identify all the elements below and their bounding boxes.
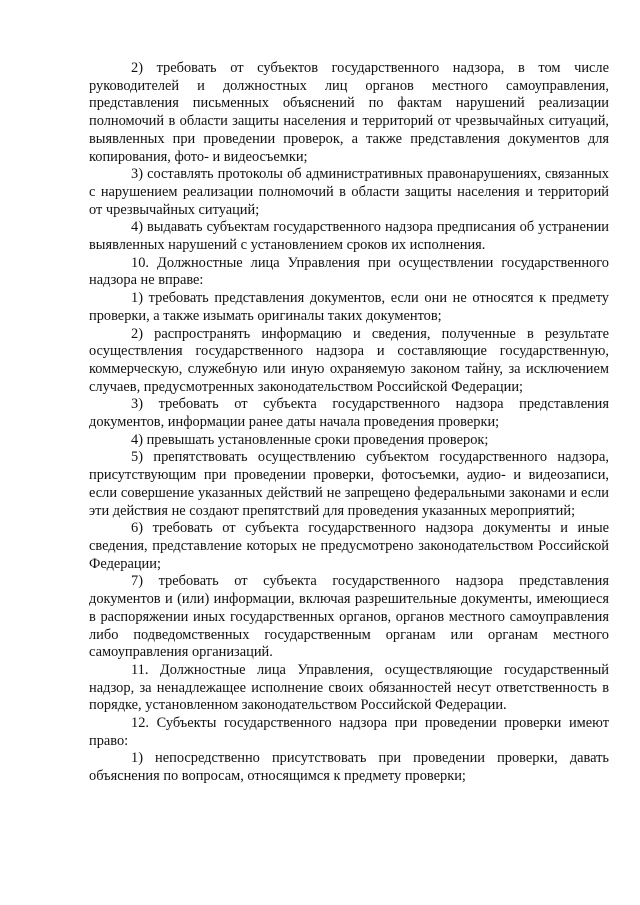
- paragraph-section-11: 11. Должностные лица Управления, осуществляющие государственный надзор, за ненадлежащее исполнение своих обязанностей несут ответственность в порядке, установленном законодательством Российской Федерации.: [89, 661, 609, 714]
- paragraph-item-3-draw-up-protocols: 3) составлять протоколы об административных правонарушениях, связанных с нарушением реализации полномочий в области защиты населения и территорий от чрезвычайных ситуаций;: [89, 166, 609, 218]
- paragraph-section-12-item-1: 1) непосредственно присутствовать при проведении проверки, давать объяснения по вопросам, относящимся к предмету проверки;: [89, 750, 609, 785]
- paragraph-section-10-item-7: 7) требовать от субъекта государственного надзора представления документов и (или) информации, включая разрешительные документы, имеющиеся в распоряжении иных государственных органов, органов местного самоуправления либо подведомственных государственным органам или органам местного самоуправления организаций.: [89, 573, 609, 661]
- paragraph-section-10-item-3: 3) требовать от субъекта государственного надзора представления документов, информации ранее даты начала проведения проверки;: [89, 396, 609, 431]
- paragraph-section-12: 12. Субъекты государственного надзора при проведении проверки имеют право:: [89, 715, 609, 749]
- paragraph-section-10-item-1: 1) требовать представления документов, если они не относятся к предмету проверки, а также изымать оригиналы таких документов;: [89, 290, 609, 324]
- paragraph-item-4-issue-orders: 4) выдавать субъектам государственного надзора предписания об устранении выявленных нарушений с установлением сроков их исполнения.: [89, 219, 609, 254]
- paragraph-section-10: 10. Должностные лица Управления при осуществлении государственного надзора не вправе:: [89, 254, 609, 289]
- paragraph-section-10-item-2: 2) распространять информацию и сведения, полученные в результате осуществления государственного надзора и составляющие государственную, коммерческую, служебную или иную охраняемую законом тайну, за исключением случаев, предусмотренных законодательством Российской Федерации;: [89, 325, 609, 395]
- paragraph-item-2-require-explanations: 2) требовать от субъектов государственного надзора, в том числе руководителей и должностных лиц органов местного самоуправления, представления письменных объяснений по фактам нарушений реализации полномочий в области защиты населения и территорий от чрезвычайных ситуаций, выявленных при проведении проверок, а также представления документов для копирования, фото- и видеосъемки;: [89, 60, 609, 165]
- paragraph-section-10-item-6: 6) требовать от субъекта государственного надзора документы и иные сведения, представление которых не предусмотрено законодательством Российской Федерации;: [89, 520, 609, 572]
- paragraph-section-10-item-4: 4) превышать установленные сроки проведения проверок;: [131, 431, 489, 448]
- paragraph-section-10-item-5: 5) препятствовать осуществлению субъектом государственного надзора, присутствующим при проведении проверки, фотосъемки, аудио- и видеозаписи, если совершение указанных действий не запрещено федеральными законами и если эти действия не создают препятствий для проведения указанных мероприятий;: [89, 449, 609, 519]
- document-body: [89, 60, 609, 786]
